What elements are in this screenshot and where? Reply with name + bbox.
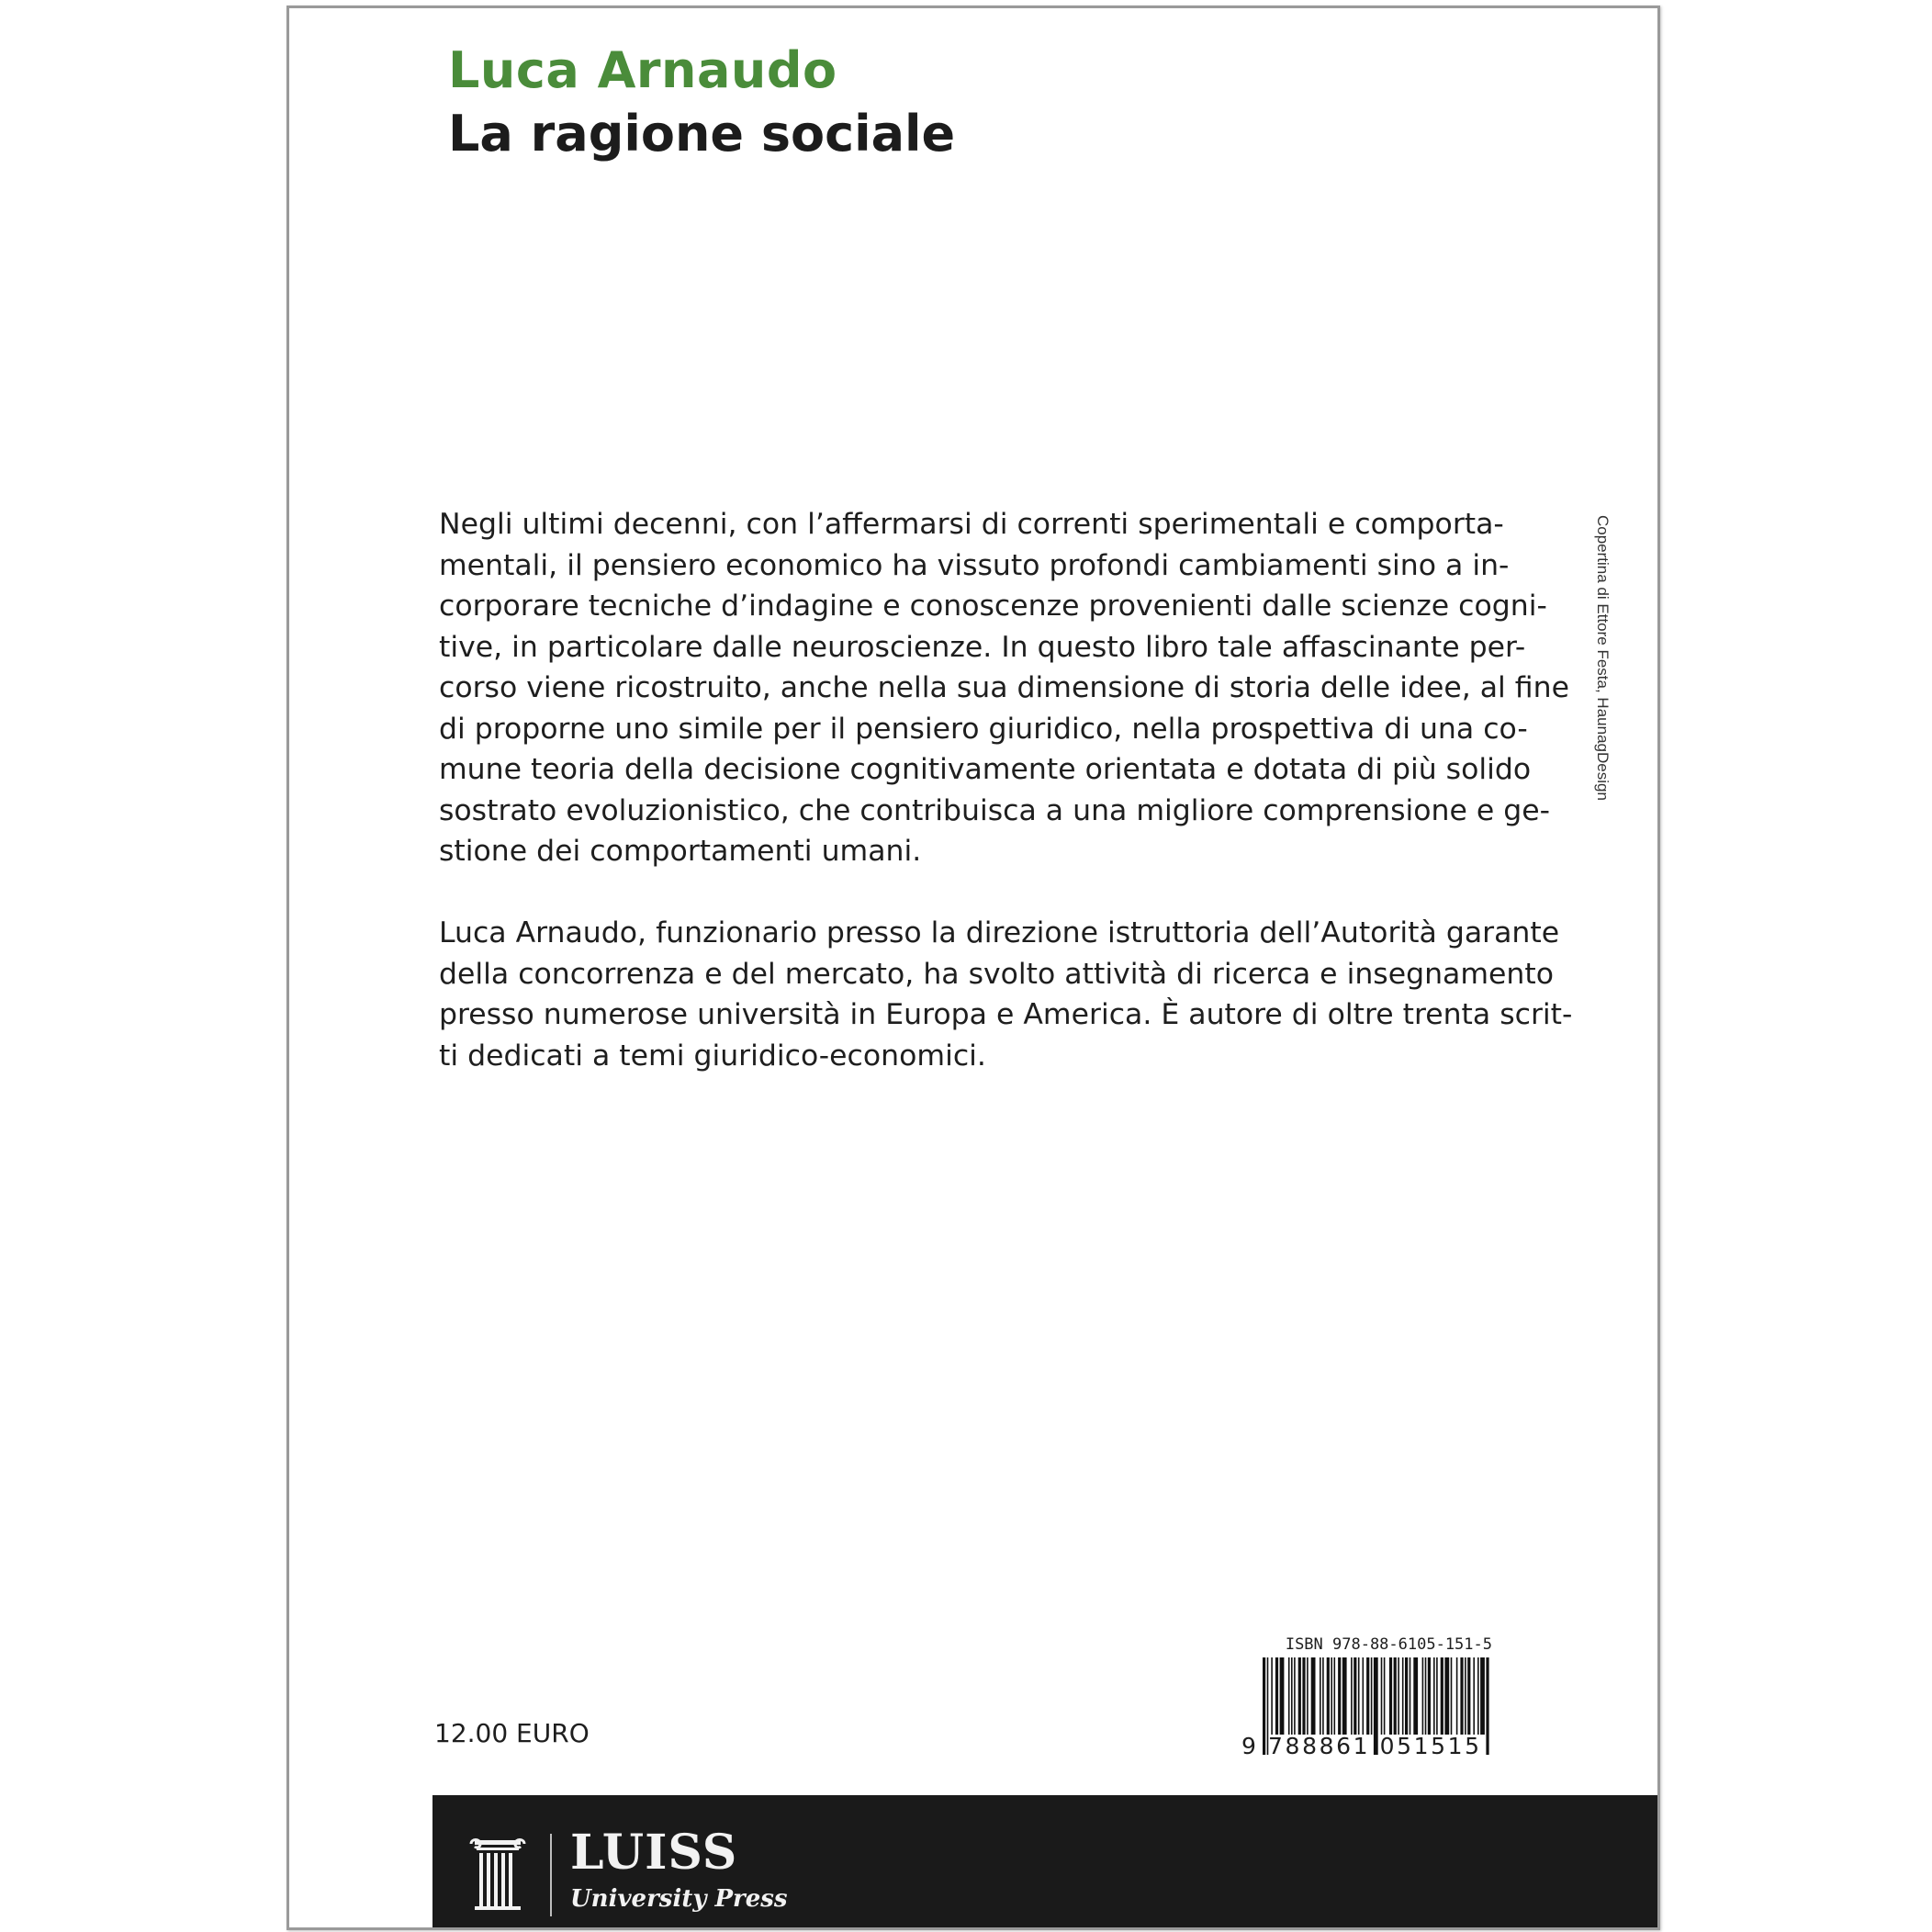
publisher-footer xyxy=(432,1795,1660,1930)
barcode-bar xyxy=(1410,1657,1411,1735)
blurb-line: tive, in particolare dalle neuroscienze. In questo libro tale affascinante per- xyxy=(439,630,1526,664)
barcode-bar xyxy=(1307,1657,1309,1735)
publisher-subtitle: University Press xyxy=(570,1885,788,1913)
barcode-bar xyxy=(1366,1657,1369,1735)
publisher-name: LUISS xyxy=(570,1825,738,1881)
barcode-bar xyxy=(1451,1657,1453,1735)
barcode-digits: 9 788861 051515 xyxy=(1241,1733,1482,1759)
logo-divider xyxy=(550,1834,552,1916)
bio-line: ti dedicati a temi giuridico-economici. xyxy=(439,1039,986,1073)
isbn-label: ISBN 978-88-6105-151-5 xyxy=(1285,1635,1492,1654)
author-name: Luca Arnaudo xyxy=(448,41,837,99)
cover-credit: Copertina di Ettore Festa, HaunagDesign xyxy=(1594,515,1612,801)
barcode-bar xyxy=(1384,1657,1386,1735)
author-bio-paragraph xyxy=(439,913,1573,1076)
barcode-bar xyxy=(1311,1657,1316,1735)
price-label: 12.00 EURO xyxy=(434,1718,590,1748)
barcode-bar xyxy=(1465,1657,1466,1735)
barcode-bar xyxy=(1398,1657,1399,1735)
barcode-bar xyxy=(1444,1657,1449,1735)
book-back-cover xyxy=(286,6,1660,1930)
barcode-bar xyxy=(1402,1657,1404,1735)
barcode-bar xyxy=(1405,1657,1408,1735)
blurb-line: sostrato evoluzionistico, che contribuisca a una migliore comprensione e ge- xyxy=(439,793,1551,827)
bio-line: della concorrenza e del mercato, ha svolto attività di ricerca e insegnamento xyxy=(439,957,1554,991)
barcode-bar xyxy=(1275,1657,1278,1735)
barcode-bar xyxy=(1389,1657,1392,1735)
barcode-bar xyxy=(1381,1657,1383,1735)
barcode-bar xyxy=(1358,1657,1360,1735)
barcode-bar xyxy=(1327,1657,1330,1735)
barcode-bar xyxy=(1322,1657,1324,1735)
barcode-bar xyxy=(1460,1657,1463,1735)
barcode-bar xyxy=(1294,1657,1296,1735)
barcode-bar xyxy=(1271,1657,1273,1735)
barcode-bar xyxy=(1422,1657,1424,1735)
barcode-bar xyxy=(1288,1657,1290,1735)
bio-line: presso numerose università in Europa e America. È autore di oltre trenta scrit- xyxy=(439,998,1573,1031)
barcode-bar xyxy=(1338,1657,1341,1735)
blurb-line: stione dei comportamenti umani. xyxy=(439,835,922,868)
barcode-bar xyxy=(1302,1657,1305,1735)
barcode-bar xyxy=(1351,1657,1353,1735)
barcode-bar xyxy=(1428,1657,1431,1735)
barcode-bar xyxy=(1320,1657,1321,1735)
blurb-line: mune teoria della decisione cognitivamente orientata e dotata di più solido xyxy=(439,753,1532,786)
column-logo-icon xyxy=(469,1837,526,1910)
barcode-bar xyxy=(1331,1657,1332,1735)
blurb-line: di proporne uno simile per il pensiero giuridico, nella prospettiva di una co- xyxy=(439,712,1528,746)
barcode-bar xyxy=(1456,1657,1458,1735)
barcode-bar xyxy=(1363,1657,1365,1735)
barcode-bar xyxy=(1441,1657,1443,1735)
barcode-bar xyxy=(1371,1657,1373,1735)
blurb-line: corso viene ricostruito, anche nella sua dimensione di storia delle idee, al fine xyxy=(439,671,1569,704)
blurb-line: corporare tecniche d’indagine e conoscenze provenienti dalle scienze cogni- xyxy=(439,590,1547,623)
barcode-bar xyxy=(1342,1657,1347,1735)
barcode-bar xyxy=(1467,1657,1470,1735)
barcode-bar xyxy=(1433,1657,1435,1735)
book-title: La ragione sociale xyxy=(448,105,956,163)
blurb-line: Negli ultimi decenni, con l’affermarsi di correnti sperimentali e comporta- xyxy=(439,508,1504,541)
barcode-bar xyxy=(1477,1657,1479,1735)
barcode-bar xyxy=(1334,1657,1336,1735)
barcode-bar xyxy=(1413,1657,1418,1735)
barcode-bar xyxy=(1298,1657,1301,1735)
blurb-paragraph xyxy=(439,504,1569,872)
bio-line: Luca Arnaudo, funzionario presso la direzione istruttoria dell’Autorità garante xyxy=(439,916,1560,949)
barcode-bar xyxy=(1436,1657,1438,1735)
barcode-bar xyxy=(1280,1657,1285,1735)
barcode-bar xyxy=(1425,1657,1427,1735)
barcode-bar xyxy=(1394,1657,1397,1735)
barcode-bar xyxy=(1473,1657,1475,1735)
barcode-bar xyxy=(1291,1657,1293,1735)
barcode-bar xyxy=(1354,1657,1356,1735)
barcode-bar xyxy=(1480,1657,1485,1735)
blurb-line: mentali, il pensiero economico ha vissuto profondi cambiamenti sino a in- xyxy=(439,548,1510,582)
